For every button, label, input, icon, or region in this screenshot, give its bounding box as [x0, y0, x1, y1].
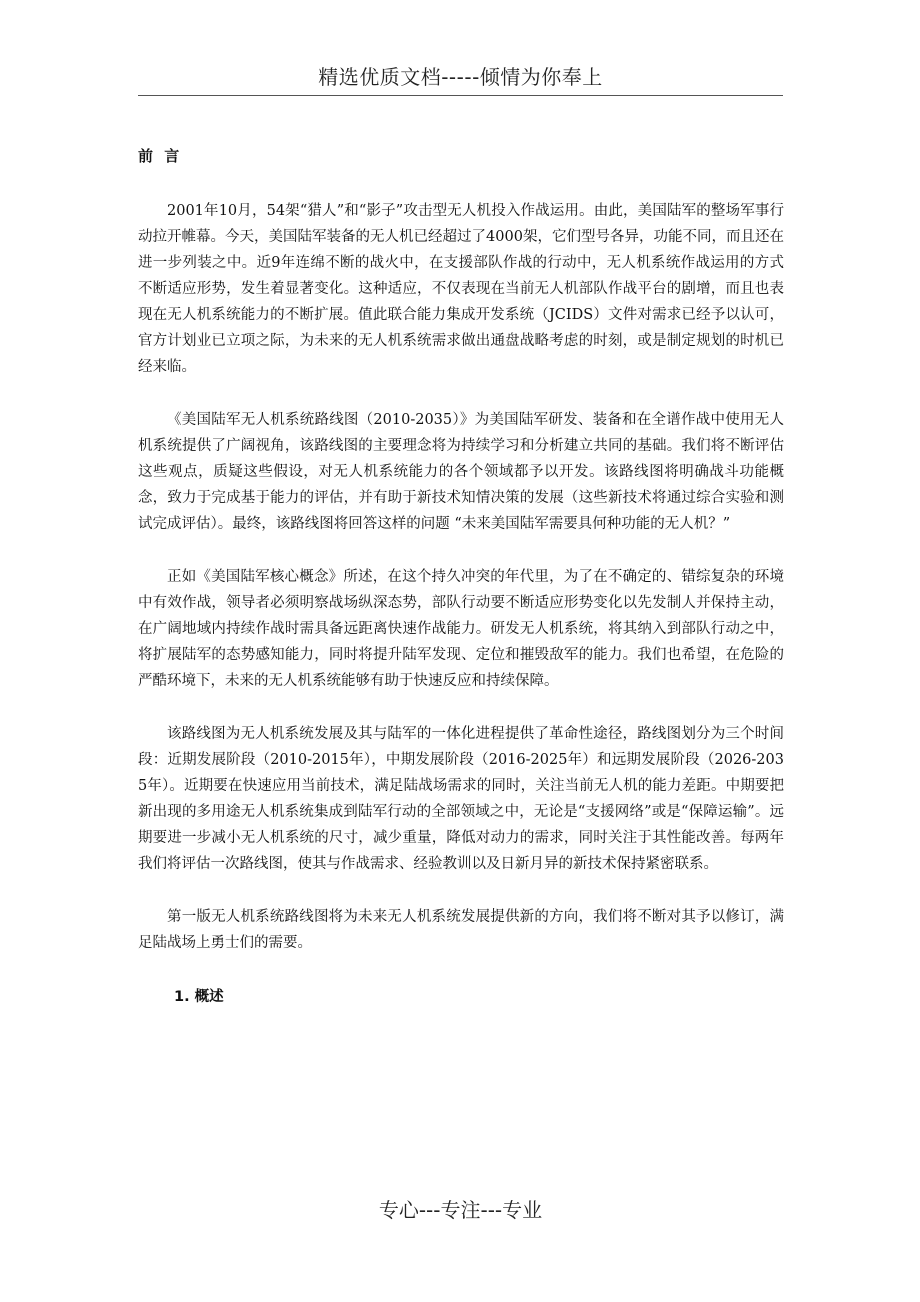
- preface-heading: 前 言: [138, 147, 183, 165]
- header-divider: [138, 95, 783, 96]
- paragraph: 正如《美国陆军核心概念》所述，在这个持久冲突的年代里，为了在不确定的、错综复杂的环境中有效作战，领导者必须明察战场纵深态势，部队行动要不断适应形势变化以先发制人并保持主动，在广阔地域内持续作战时需具备远距离快速作战能力。研发无人机系统，将其纳入到部队行动之中，将扩展陆军的态势感知能力，同时将提升陆军发现、定位和摧毁敌军的能力。我们也希望，在危险的严酷环境下，未来的无人机系统能够有助于快速反应和持续保障。: [138, 569, 784, 689]
- page-footer: 专心---专注---专业: [378, 1198, 543, 1222]
- section-heading: 1. 概述: [174, 989, 224, 1005]
- paragraph: 该路线图为无人机系统发展及其与陆军的一体化进程提供了革命性途径，路线图划分为三个时间段：近期发展阶段（2010-2015年），中期发展阶段（2016-2025年）和远期发展阶段（2026-2035年）。近期要在快速应用当前技术，满足陆战场需求的同时，关注当前无人机的能力差距。中期要把新出现的多用途无人机系统集成到陆军行动的全部领域之中，无论是“支援网络”或是“保障运输”。远期要进一步减小无人机系统的尺寸，减少重量，降低对动力的需求，同时关注于其性能改善。每两年我们将评估一次路线图，使其与作战需求、经验教训以及日新月异的新技术保持紧密联系。: [138, 726, 784, 872]
- document-body: [138, 142, 784, 1011]
- paragraph: 第一版无人机系统路线图将为未来无人机系统发展提供新的方向，我们将不断对其予以修订，满足陆战场上勇士们的需要。: [138, 909, 784, 951]
- paragraph: 《美国陆军无人机系统路线图（2010-2035）》为美国陆军研发、装备和在全谱作战中使用无人机系统提供了广阔视角，该路线图的主要理念将为持续学习和分析建立共同的基础。我们将不断评估这些观点，质疑这些假设，对无人机系统能力的各个领域都予以开发。该路线图将明确战斗功能概念，致力于完成基于能力的评估，并有助于新技术知情决策的发展（这些新技术将通过综合实验和测试完成评估）。最终，该路线图将回答这样的问题 “未来美国陆军需要具何种功能的无人机？”: [138, 412, 784, 532]
- page-header: 精选优质文档-----倾情为你奉上: [318, 65, 603, 89]
- paragraph: 2001年10月，54架“猎人”和“影子”攻击型无人机投入作战运用。由此，美国陆军的整场军事行动拉开帷幕。今天，美国陆军装备的无人机已经超过了4000架，它们型号各异，功能不同，而且还在进一步列装之中。近9年连绵不断的战火中，在支援部队作战的行动中，无人机系统作战运用的方式不断适应形势，发生着显著变化。这种适应，不仅表现在当前无人机部队作战平台的剧增，而且也表现在无人机系统能力的不断扩展。值此联合能力集成开发系统（JCIDS）文件对需求已经予以认可，官方计划业已立项之际，为未来的无人机系统需求做出通盘战略考虑的时刻，或是制定规划的时机已经来临。: [138, 203, 784, 375]
